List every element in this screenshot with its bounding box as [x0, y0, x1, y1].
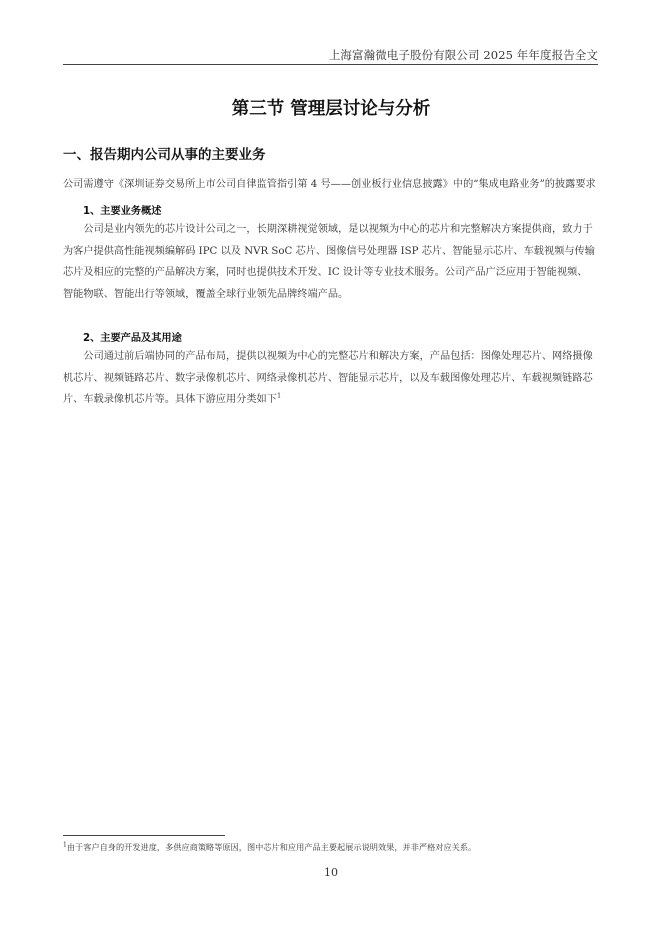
footnote — [63, 842, 476, 853]
report-header-title: 上海富瀚微电子股份有限公司 2025 年年度报告全文 — [328, 48, 598, 62]
page-number: 10 — [324, 866, 338, 879]
heading-main-business: 一、报告期内公司从事的主要业务 — [63, 147, 266, 163]
footnote-text: 由于客户自身的开发进度，多供应商策略等原因，图中芯片和应用产品主要起展示说明效果，并非严格对应关系。 — [66, 842, 477, 852]
footnote-divider — [63, 835, 225, 836]
header-divider — [63, 64, 598, 65]
paragraph-business-overview: 公司是业内领先的芯片设计公司之一，长期深耕视觉领域，是以视频为中心的芯片和完整解决方案提供商，致力于为客户提供高性能视频编解码 IPC 以及 NVR SoC 芯片、图像信号处理器 ISP 芯片、智能显示芯片、车载视频与传输芯片及相应的完整的产品解决方案，同时也提供技术开发、IC 设计等专业技术服务。公司产品广泛应用于智能视频、智能物联、智能出行等领域，覆盖全球行业领先品牌终端产品。 — [63, 224, 595, 300]
paragraph-main-products — [63, 346, 597, 411]
footnote-reference: 1 — [276, 391, 282, 400]
subheading-business-overview: 1、主要业务概述 — [83, 206, 162, 217]
subheading-main-products: 2、主要产品及其用途 — [83, 333, 182, 344]
footnote-number: 1 — [63, 841, 67, 849]
section-title: 第三节 管理层讨论与分析 — [231, 99, 431, 119]
intro-paragraph: 公司需遵守《深圳证券交易所上市公司自律监管指引第 4 号——创业板行业信息披露》中的“集成电路业务”的披露要求 — [63, 179, 596, 190]
paragraph-main-products-text: 公司通过前后端协同的产品布局，提供以视频为中心的完整芯片和解决方案，产品包括：图像处理芯片、网络摄像机芯片、视频链路芯片、数字录像机芯片、网络录像机芯片、智能显示芯片，以及车载图像处理芯片、车载视频链路芯片、车载录像机芯片等。具体下游应用分类如下 — [63, 351, 593, 405]
